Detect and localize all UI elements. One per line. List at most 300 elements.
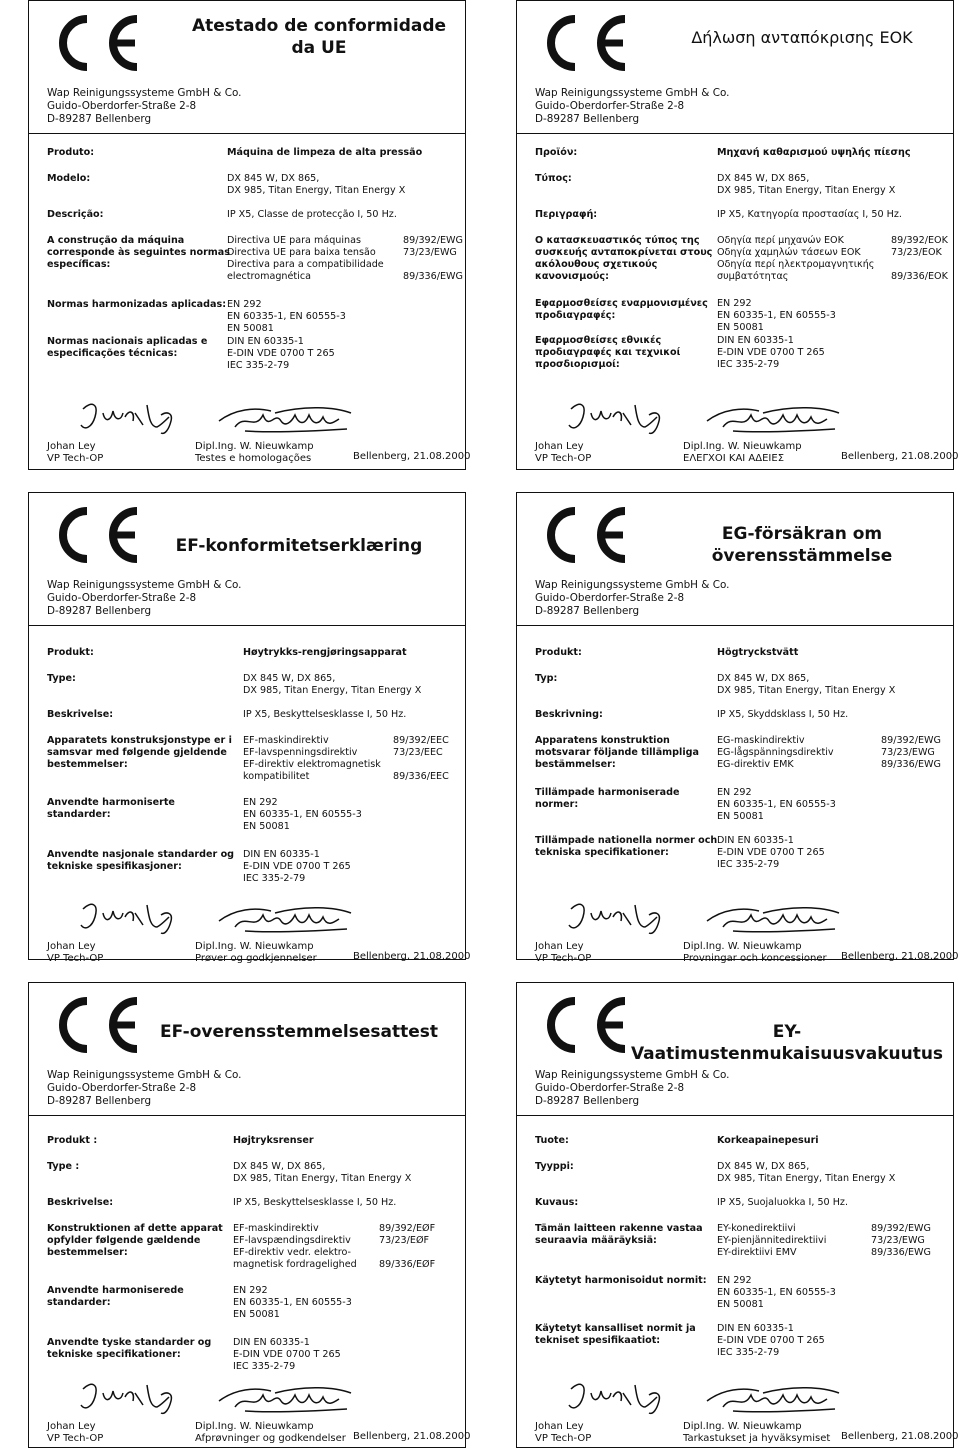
directive-codes-line: 89/392/EWG bbox=[871, 1223, 931, 1234]
signature-ley-icon bbox=[565, 1375, 665, 1417]
company-name: Wap Reinigungssysteme GmbH & Co. bbox=[535, 87, 730, 99]
ce-mark-icon bbox=[531, 13, 631, 73]
harmonized-label-line: προδιαγραφές: bbox=[535, 310, 616, 321]
directives-line: EF-direktiv elektromagnetisk bbox=[243, 759, 381, 770]
signatory1-role: VP Tech-OP bbox=[535, 953, 592, 964]
harmonized-label-line: Anvendte harmoniserte bbox=[47, 797, 175, 808]
national-line: IEC 335-2-79 bbox=[717, 859, 780, 870]
signatory1-name: Johan Ley bbox=[535, 941, 584, 952]
panel-title: Atestado de conformidade da UE bbox=[191, 16, 447, 58]
national-line: IEC 335-2-79 bbox=[717, 359, 780, 370]
harmonized-line: EN 50081 bbox=[243, 821, 290, 832]
signatory2-name: Dipl.Ing. W. Nieuwkamp bbox=[195, 441, 314, 452]
directives-label-line: Apparatets konstruksjonstype er i bbox=[47, 735, 232, 746]
directives-line: EY-konedirektiivi bbox=[717, 1223, 796, 1234]
harmonized-line: EN 60335-1, EN 60555-3 bbox=[227, 311, 346, 322]
signature-ley-icon bbox=[565, 895, 665, 937]
model-line-1: DX 845 W, DX 865, bbox=[227, 173, 320, 184]
directives-list bbox=[717, 1223, 826, 1259]
directives-label-line: κανονισμούς: bbox=[535, 271, 609, 282]
signature-ley-icon bbox=[77, 895, 177, 937]
directives-line: συμβατότητας bbox=[717, 271, 789, 282]
panel-title: EF-overensstemmelsesattest bbox=[159, 1022, 438, 1042]
national-label-line: Normas nacionais aplicadas e bbox=[47, 336, 208, 347]
signature-nieuwkamp-icon bbox=[215, 401, 355, 437]
divider bbox=[29, 625, 465, 626]
directives-label bbox=[47, 1223, 223, 1259]
directives-label-line: bestemmelser: bbox=[47, 759, 128, 770]
signature-nieuwkamp-icon bbox=[215, 1381, 355, 1417]
directive-codes bbox=[379, 1223, 435, 1271]
company-street: Guido-Oberdorfer-Straße 2-8 bbox=[535, 1082, 685, 1094]
directive-codes-line: 89/336/ΕΟΚ bbox=[891, 271, 948, 282]
harmonized-line: EN 60335-1, EN 60555-3 bbox=[243, 809, 362, 820]
national-label-line: tekniska specifikationer: bbox=[535, 847, 669, 858]
signature-block bbox=[535, 395, 959, 475]
directives-line: EF-maskindirektiv bbox=[233, 1223, 319, 1234]
model-value bbox=[717, 1161, 895, 1185]
description-value: IP X5, Classe de protecção I, 50 Hz. bbox=[227, 209, 397, 220]
model-value bbox=[717, 173, 895, 197]
divider bbox=[517, 133, 953, 134]
product-label: Produkt : bbox=[47, 1135, 98, 1146]
directive-codes-line bbox=[393, 759, 449, 771]
declaration-panel-1 bbox=[28, 0, 471, 470]
national-label-line: Εφαρμοσθείσες εθνικές bbox=[535, 335, 662, 346]
directives-line: Οδηγία περί μηχανών ΕΟΚ bbox=[717, 235, 844, 246]
model-value bbox=[717, 673, 895, 697]
harmonized-line: EN 50081 bbox=[717, 1299, 764, 1310]
harmonized-line: EN 292 bbox=[233, 1285, 268, 1296]
harmonized-list bbox=[233, 1285, 352, 1321]
company-street: Guido-Oberdorfer-Straße 2-8 bbox=[47, 1082, 197, 1094]
signature-ley-icon bbox=[77, 395, 177, 437]
national-line: E-DIN VDE 0700 T 265 bbox=[233, 1349, 341, 1360]
panel-title: EY-Vaatimustenmukaisuusvakuutus bbox=[630, 1022, 944, 1064]
national-line: E-DIN VDE 0700 T 265 bbox=[243, 861, 351, 872]
description-value: IP X5, Beskyttelsesklasse I, 50 Hz. bbox=[233, 1197, 397, 1208]
harmonized-line: EN 50081 bbox=[227, 323, 274, 334]
company-address bbox=[47, 579, 241, 618]
signatory2-name: Dipl.Ing. W. Nieuwkamp bbox=[195, 1421, 314, 1432]
description-value: IP X5, Skyddsklass I, 50 Hz. bbox=[717, 709, 849, 720]
directives-label-line: corresponde às seguintes normas bbox=[47, 247, 230, 258]
directives-line: EF-lavspenningsdirektiv bbox=[243, 747, 358, 758]
harmonized-label-line: standarder: bbox=[47, 1297, 111, 1308]
company-street: Guido-Oberdorfer-Straße 2-8 bbox=[535, 100, 685, 112]
company-name: Wap Reinigungssysteme GmbH & Co. bbox=[47, 1069, 242, 1081]
place-date: Bellenberg, 21.08.2000 bbox=[353, 451, 471, 462]
signature-block bbox=[47, 395, 471, 475]
place-date: Bellenberg, 21.08.2000 bbox=[841, 951, 959, 962]
national-label-line: tekniske specifikationer: bbox=[47, 1349, 181, 1360]
directives-label-line: seuraavia määräyksiä: bbox=[535, 1235, 657, 1246]
national-line: DIN EN 60335-1 bbox=[227, 336, 304, 347]
signatory2-department: ΕΛΕΓΧΟΙ ΚΑΙ ΑΔΕΙΕΣ bbox=[683, 453, 785, 464]
product-label: Tuote: bbox=[535, 1135, 569, 1146]
divider bbox=[29, 1115, 465, 1116]
model-value bbox=[233, 1161, 411, 1185]
signatory1-role: VP Tech-OP bbox=[47, 453, 104, 464]
description-value: IP X5, Suojaluokka I, 50 Hz. bbox=[717, 1197, 848, 1208]
directives-label-line: específicas: bbox=[47, 259, 111, 270]
directives-label-line: συσκευής ανταποκρίνεται στους bbox=[535, 247, 713, 258]
model-line-2: DX 985, Titan Energy, Titan Energy X bbox=[717, 1173, 896, 1184]
directives-list bbox=[717, 235, 874, 283]
harmonized-line: EN 292 bbox=[717, 1275, 752, 1286]
national-line: IEC 335-2-79 bbox=[233, 1361, 296, 1372]
model-line-2: DX 985, Titan Energy, Titan Energy X bbox=[717, 685, 896, 696]
model-line-2: DX 985, Titan Energy, Titan Energy X bbox=[243, 685, 422, 696]
signatory1-name: Johan Ley bbox=[47, 441, 96, 452]
harmonized-line: EN 50081 bbox=[717, 811, 764, 822]
directives-label-line: ακόλουθους σχετικούς bbox=[535, 259, 658, 270]
declaration-panel-5 bbox=[28, 982, 471, 1448]
directive-codes-line bbox=[379, 1247, 435, 1259]
description-value: IP X5, Κατηγορία προστασίας I, 50 Hz. bbox=[717, 209, 902, 220]
product-label: Προϊόν: bbox=[535, 147, 578, 158]
description-label: Beskrivning: bbox=[535, 709, 603, 720]
company-address bbox=[535, 87, 729, 126]
product-label: Produto: bbox=[47, 147, 95, 158]
directives-label-line: A construção da máquina bbox=[47, 235, 185, 246]
model-line-1: DX 845 W, DX 865, bbox=[717, 1161, 810, 1172]
signature-block bbox=[47, 895, 471, 975]
directive-codes-line: 89/392/EØF bbox=[379, 1223, 436, 1234]
directives-label-line: Tämän laitteen rakenne vastaa bbox=[535, 1223, 703, 1234]
directives-line: Directiva para a compatibilidade bbox=[227, 259, 384, 270]
directives-line: magnetisk fordragelighed bbox=[233, 1259, 357, 1270]
product-value: Máquina de limpeza de alta pressão bbox=[227, 147, 423, 158]
signatory1-role: VP Tech-OP bbox=[535, 1433, 592, 1444]
company-street: Guido-Oberdorfer-Straße 2-8 bbox=[47, 592, 197, 604]
directive-codes-line bbox=[891, 259, 948, 271]
harmonized-list bbox=[717, 787, 836, 823]
signatory1-role: VP Tech-OP bbox=[47, 953, 104, 964]
harmonized-list bbox=[717, 1275, 836, 1311]
product-value: Korkeapainepesuri bbox=[717, 1135, 819, 1146]
directive-codes-line: 89/336/EWG bbox=[881, 759, 941, 770]
directive-codes bbox=[891, 235, 948, 283]
national-line: DIN EN 60335-1 bbox=[717, 1323, 794, 1334]
directives-line: EG-lågspänningsdirektiv bbox=[717, 747, 834, 758]
place-date: Bellenberg, 21.08.2000 bbox=[353, 1431, 471, 1442]
company-name: Wap Reinigungssysteme GmbH & Co. bbox=[47, 579, 242, 591]
harmonized-line: EN 292 bbox=[717, 298, 752, 309]
ce-mark-icon bbox=[531, 505, 631, 565]
signature-nieuwkamp-icon bbox=[215, 901, 355, 937]
harmonized-label-line: Anvendte harmoniserede bbox=[47, 1285, 184, 1296]
directives-line: Οδηγία περί ηλεκτρομαγνητικής bbox=[717, 259, 875, 270]
panel-title: EF-konformitetserklæring bbox=[175, 536, 423, 556]
signature-block bbox=[535, 1375, 959, 1455]
directive-codes bbox=[403, 235, 463, 283]
model-line-1: DX 845 W, DX 865, bbox=[243, 673, 336, 684]
national-label bbox=[47, 1337, 211, 1361]
directives-label-line: Ο κατασκευαστικός τύπος της bbox=[535, 235, 700, 246]
harmonized-line: EN 60335-1, EN 60555-3 bbox=[717, 1287, 836, 1298]
directive-codes-line: 73/23/EWG bbox=[871, 1235, 925, 1246]
harmonized-list bbox=[227, 299, 346, 335]
directives-label bbox=[535, 1223, 703, 1247]
directive-codes-line: 89/392/EWG bbox=[881, 735, 941, 746]
harmonized-list bbox=[717, 298, 836, 334]
national-line: DIN EN 60335-1 bbox=[233, 1337, 310, 1348]
model-label: Typ: bbox=[535, 673, 558, 684]
directive-codes-line: 73/23/ΕΟΚ bbox=[891, 247, 942, 258]
directives-list bbox=[717, 735, 834, 771]
national-list bbox=[243, 849, 351, 885]
model-line-2: DX 985, Titan Energy, Titan Energy X bbox=[227, 185, 406, 196]
directives-line: EY-direktiivi EMV bbox=[717, 1247, 797, 1258]
declaration-panel-6 bbox=[516, 982, 959, 1448]
national-line: E-DIN VDE 0700 T 265 bbox=[717, 347, 825, 358]
national-label-line: tekniset spesifikaatiot: bbox=[535, 1335, 661, 1346]
company-name: Wap Reinigungssysteme GmbH & Co. bbox=[535, 579, 730, 591]
company-address bbox=[535, 1069, 729, 1108]
signatory1-name: Johan Ley bbox=[47, 941, 96, 952]
national-line: E-DIN VDE 0700 T 265 bbox=[717, 847, 825, 858]
national-line: IEC 335-2-79 bbox=[227, 360, 290, 371]
national-list bbox=[717, 1323, 825, 1359]
ce-mark-icon bbox=[43, 995, 143, 1055]
signature-nieuwkamp-icon bbox=[703, 401, 843, 437]
company-city: D-89287 Bellenberg bbox=[47, 113, 152, 125]
directives-line: EY-pienjännitedirektiivi bbox=[717, 1235, 827, 1246]
harmonized-line: EN 60335-1, EN 60555-3 bbox=[233, 1297, 352, 1308]
model-label: Τύπος: bbox=[535, 173, 572, 184]
national-line: DIN EN 60335-1 bbox=[717, 835, 794, 846]
harmonized-line: EN 60335-1, EN 60555-3 bbox=[717, 799, 836, 810]
directives-label bbox=[535, 235, 712, 283]
directives-list bbox=[227, 235, 384, 283]
signature-nieuwkamp-icon bbox=[703, 1381, 843, 1417]
directives-list bbox=[243, 735, 381, 783]
directives-label-line: motsvarar följande tillämpliga bbox=[535, 747, 699, 758]
directives-label bbox=[47, 735, 232, 771]
company-city: D-89287 Bellenberg bbox=[535, 1095, 640, 1107]
signatory1-role: VP Tech-OP bbox=[47, 1433, 104, 1444]
harmonized-list bbox=[243, 797, 362, 833]
national-line: IEC 335-2-79 bbox=[243, 873, 306, 884]
ce-mark-icon bbox=[43, 13, 143, 73]
signatory2-name: Dipl.Ing. W. Nieuwkamp bbox=[683, 1421, 802, 1432]
directives-label bbox=[47, 235, 230, 271]
product-label: Produkt: bbox=[535, 647, 582, 658]
description-value: IP X5, Beskyttelsesklasse I, 50 Hz. bbox=[243, 709, 407, 720]
place-date: Bellenberg, 21.08.2000 bbox=[841, 451, 959, 462]
directives-label-line: opfylder følgende gældende bbox=[47, 1235, 201, 1246]
directive-codes-line: 89/392/ΕΟΚ bbox=[891, 235, 948, 246]
directives-line: Directiva UE para baixa tensão bbox=[227, 247, 376, 258]
harmonized-line: EN 292 bbox=[227, 299, 262, 310]
national-line: E-DIN VDE 0700 T 265 bbox=[717, 1335, 825, 1346]
product-value: Højtryksrenser bbox=[233, 1135, 314, 1146]
place-date: Bellenberg, 21.08.2000 bbox=[841, 1431, 959, 1442]
directives-line: EG-maskindirektiv bbox=[717, 735, 805, 746]
model-label: Modelo: bbox=[47, 173, 91, 184]
model-label: Type: bbox=[47, 673, 76, 684]
national-label bbox=[47, 849, 234, 873]
ce-mark-icon bbox=[531, 995, 631, 1055]
directives-label bbox=[535, 735, 699, 771]
harmonized-label-line: Tillämpade harmoniserade bbox=[535, 787, 680, 798]
national-line: DIN EN 60335-1 bbox=[243, 849, 320, 860]
directive-codes bbox=[881, 735, 941, 771]
harmonized-label-line: standarder: bbox=[47, 809, 111, 820]
national-label-line: προσδιορισμοί: bbox=[535, 359, 620, 370]
declaration-panel-3 bbox=[28, 492, 471, 964]
company-street: Guido-Oberdorfer-Straße 2-8 bbox=[47, 100, 197, 112]
directive-codes-line: 73/23/EWG bbox=[403, 247, 457, 258]
national-label-line: Anvendte tyske standarder og bbox=[47, 1337, 212, 1348]
directives-line: Directiva UE para máquinas bbox=[227, 235, 361, 246]
model-line-2: DX 985, Titan Energy, Titan Energy X bbox=[233, 1173, 412, 1184]
company-city: D-89287 Bellenberg bbox=[47, 1095, 152, 1107]
directives-label-line: samsvar med følgende gjeldende bbox=[47, 747, 227, 758]
harmonized-label bbox=[47, 299, 226, 311]
signatory1-name: Johan Ley bbox=[47, 1421, 96, 1432]
signature-block bbox=[535, 895, 959, 975]
directives-line: kompatibilitet bbox=[243, 771, 310, 782]
directives-label-line: bestemmelser: bbox=[47, 1247, 128, 1258]
description-label: Beskrivelse: bbox=[47, 709, 114, 720]
national-label bbox=[535, 335, 680, 371]
harmonized-line: EN 292 bbox=[717, 787, 752, 798]
signatory2-department: Testes e homologações bbox=[195, 453, 312, 464]
national-list bbox=[233, 1337, 341, 1373]
declaration-panel-4 bbox=[516, 492, 959, 964]
signature-block bbox=[47, 1375, 471, 1455]
national-list bbox=[227, 336, 335, 372]
product-value: Högtryckstvätt bbox=[717, 647, 799, 658]
signatory2-department: Afprøvninger og godkendelser bbox=[195, 1433, 346, 1444]
signatory1-name: Johan Ley bbox=[535, 1421, 584, 1432]
company-address bbox=[47, 87, 241, 126]
description-label: Περιγραφή: bbox=[535, 209, 598, 220]
model-label: Tyyppi: bbox=[535, 1161, 574, 1172]
harmonized-line: EN 50081 bbox=[717, 322, 764, 333]
directives-line: EF-lavspændingsdirektiv bbox=[233, 1235, 351, 1246]
signatory1-name: Johan Ley bbox=[535, 441, 584, 452]
directives-label-line: bestämmelser: bbox=[535, 759, 616, 770]
signatory2-name: Dipl.Ing. W. Nieuwkamp bbox=[683, 941, 802, 952]
directive-codes-line: 73/23/EØF bbox=[379, 1235, 430, 1246]
national-label-line: tekniske spesifikasjoner: bbox=[47, 861, 182, 872]
directive-codes-line: 73/23/EWG bbox=[881, 747, 935, 758]
national-label bbox=[535, 835, 717, 859]
model-value bbox=[227, 173, 405, 197]
directive-codes-line: 89/336/EEC bbox=[393, 771, 449, 782]
divider bbox=[29, 133, 465, 134]
harmonized-label bbox=[47, 1285, 184, 1309]
harmonized-label bbox=[535, 298, 708, 322]
model-value bbox=[243, 673, 421, 697]
harmonized-line: EN 292 bbox=[243, 797, 278, 808]
directive-codes-line bbox=[403, 259, 463, 271]
directive-codes-line: 73/23/EEC bbox=[393, 747, 443, 758]
national-line: E-DIN VDE 0700 T 265 bbox=[227, 348, 335, 359]
national-label-line: Tillämpade nationella normer och bbox=[535, 835, 718, 846]
signatory2-department: Tarkastukset ja hyväksymiset bbox=[683, 1433, 831, 1444]
directives-label-line: Konstruktionen af dette apparat bbox=[47, 1223, 223, 1234]
ce-mark-icon bbox=[43, 505, 143, 565]
place-date: Bellenberg, 21.08.2000 bbox=[353, 951, 471, 962]
description-label: Beskrivelse: bbox=[47, 1197, 114, 1208]
company-name: Wap Reinigungssysteme GmbH & Co. bbox=[47, 87, 242, 99]
directive-codes-line: 89/336/EWG bbox=[871, 1247, 931, 1258]
directives-label-line: Apparatens konstruktion bbox=[535, 735, 670, 746]
declaration-panel-2 bbox=[516, 0, 959, 470]
directives-line: electromagnética bbox=[227, 271, 311, 282]
company-city: D-89287 Bellenberg bbox=[535, 113, 640, 125]
directive-codes-line: 89/336/EØF bbox=[379, 1259, 436, 1270]
directive-codes bbox=[393, 735, 449, 783]
directive-codes-line: 89/336/EWG bbox=[403, 271, 463, 282]
national-list bbox=[717, 835, 825, 871]
signatory2-name: Dipl.Ing. W. Nieuwkamp bbox=[195, 941, 314, 952]
model-line-1: DX 845 W, DX 865, bbox=[717, 173, 810, 184]
harmonized-label-line: Käytetyt harmonisoidut normit: bbox=[535, 1275, 707, 1286]
directives-line: Οδηγία χαμηλών τάσεων ΕΟΚ bbox=[717, 247, 861, 258]
product-value: Høytrykks-rengjøringsapparat bbox=[243, 647, 407, 658]
national-label-line: Käytetyt kansalliset normit ja bbox=[535, 1323, 696, 1334]
national-label bbox=[47, 336, 207, 360]
directives-list bbox=[233, 1223, 357, 1271]
harmonized-line: EN 60335-1, EN 60555-3 bbox=[717, 310, 836, 321]
model-line-2: DX 985, Titan Energy, Titan Energy X bbox=[717, 185, 896, 196]
national-label-line: Anvendte nasjonale standarder og bbox=[47, 849, 235, 860]
signature-ley-icon bbox=[565, 395, 665, 437]
directive-codes-line: 89/392/EWG bbox=[403, 235, 463, 246]
directive-codes-line: 89/392/EEC bbox=[393, 735, 449, 746]
model-line-1: DX 845 W, DX 865, bbox=[233, 1161, 326, 1172]
product-label: Produkt: bbox=[47, 647, 94, 658]
directives-line: EF-maskindirektiv bbox=[243, 735, 329, 746]
signature-nieuwkamp-icon bbox=[703, 901, 843, 937]
panel-title: Δήλωση ανταπόκρισης ΕΟΚ bbox=[691, 28, 913, 47]
company-address bbox=[47, 1069, 241, 1108]
divider bbox=[517, 1115, 953, 1116]
company-city: D-89287 Bellenberg bbox=[535, 605, 640, 617]
description-label: Descrição: bbox=[47, 209, 104, 220]
national-label bbox=[535, 1323, 696, 1347]
divider bbox=[517, 625, 953, 626]
company-address bbox=[535, 579, 729, 618]
harmonized-label bbox=[535, 1275, 707, 1287]
model-line-1: DX 845 W, DX 865, bbox=[717, 673, 810, 684]
national-line: DIN EN 60335-1 bbox=[717, 335, 794, 346]
harmonized-label-line: Normas harmonizadas aplicadas: bbox=[47, 299, 227, 310]
product-value: Μηχανή καθαρισμού υψηλής πίεσης bbox=[717, 147, 911, 158]
signature-ley-icon bbox=[77, 1375, 177, 1417]
national-list bbox=[717, 335, 825, 371]
signatory1-role: VP Tech-OP bbox=[535, 453, 592, 464]
harmonized-label bbox=[535, 787, 679, 811]
harmonized-label-line: Εφαρμοσθείσες εναρμονισμένες bbox=[535, 298, 708, 309]
directives-line: EG-direktiv EMK bbox=[717, 759, 794, 770]
directive-codes bbox=[871, 1223, 931, 1259]
panel-title: EG-försäkran om överensstämmelse bbox=[711, 524, 893, 566]
company-name: Wap Reinigungssysteme GmbH & Co. bbox=[535, 1069, 730, 1081]
signatory2-name: Dipl.Ing. W. Nieuwkamp bbox=[683, 441, 802, 452]
national-label-line: especificações técnicas: bbox=[47, 348, 178, 359]
model-label: Type : bbox=[47, 1161, 80, 1172]
harmonized-label bbox=[47, 797, 175, 821]
harmonized-label-line: normer: bbox=[535, 799, 579, 810]
signatory2-department: Provningar och koncessioner bbox=[683, 953, 827, 964]
signatory2-department: Prøver og godkjennelser bbox=[195, 953, 317, 964]
